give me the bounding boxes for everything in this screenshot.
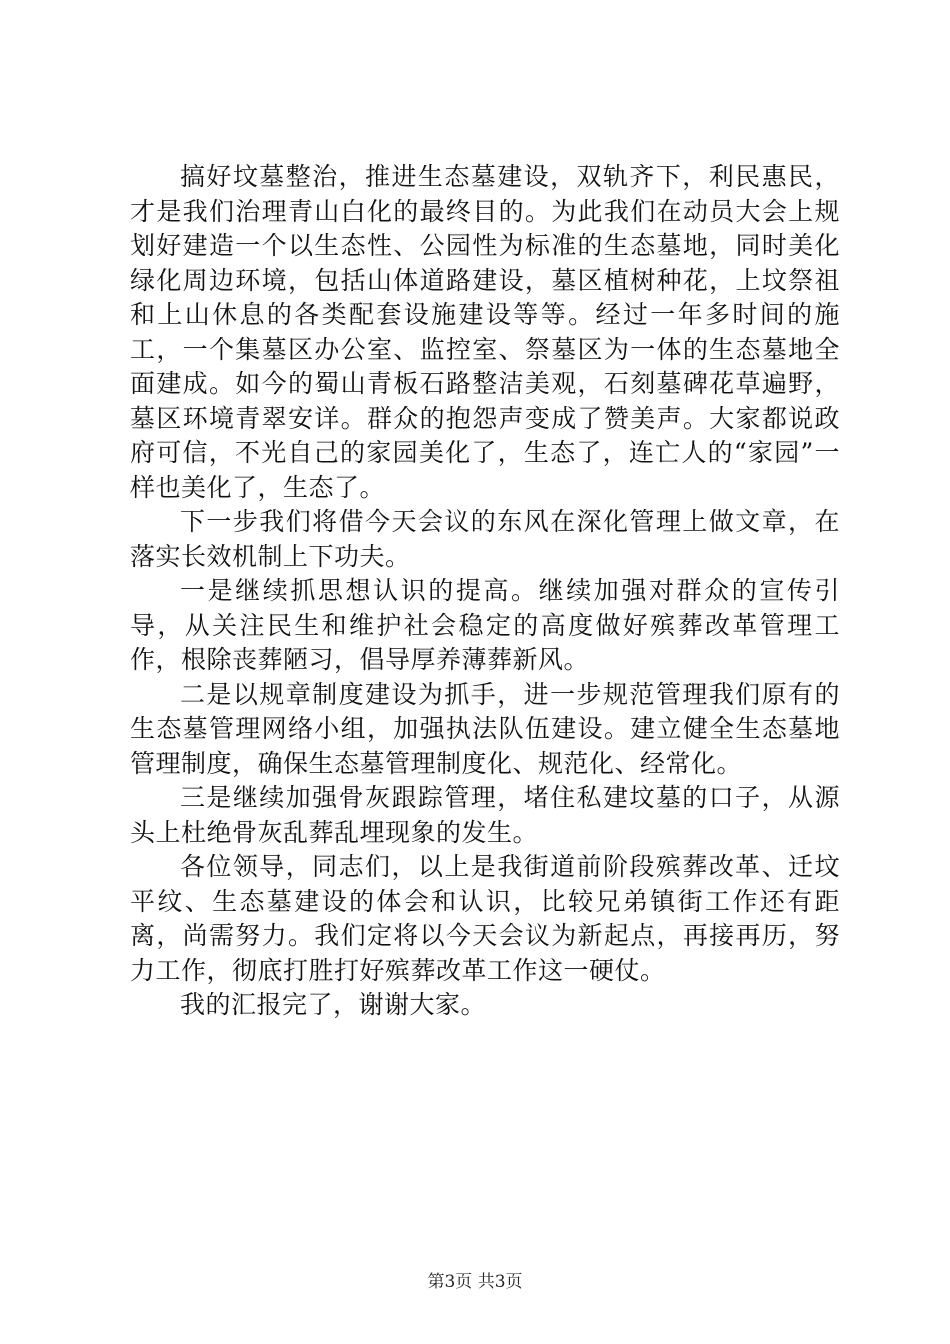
paragraph-point-one: 一是继续抓思想认识的提高。继续加强对群众的宣传引导，从关注民生和维护社会稳定的高度做好殡葬改革管理工作，根除丧葬陋习，倡导厚养薄葬新风。 — [130, 576, 840, 674]
paragraph-point-three: 三是继续加强骨灰跟踪管理，堵住私建坟墓的口子，从源头上杜绝骨灰乱葬乱埋现象的发生。 — [130, 783, 840, 847]
page-number-footer: 第3页 共3页 — [427, 1272, 523, 1292]
paragraph-eco-cemetery: 搞好坟墓整治，推进生态墓建设，双轨齐下，利民惠民，才是我们治理青山白化的最终目的。为此我们在动员大会上规划好建造一个以生态性、公园性为标准的生态墓地，同时美化绿化周边环境，包括山体道路建设，墓区植树种花，上坟祭祖和上山休息的各类配套设施建设等等。经过一年多时间的施工，一个集墓区办公室、监控室、祭墓区为一体的生态墓地全面建成。如今的蜀山青板石路整洁美观，石刻墓碑花草遍野，墓区环境青翠安详。群众的抱怨声变成了赞美声。大家都说政府可信，不光自己的家园美化了，生态了，连亡人的“家园”一样也美化了，生态了。 — [130, 162, 840, 502]
paragraph-point-two: 二是以规章制度建设为抓手，进一步规范管理我们原有的生态墓管理网络小组，加强执法队伍建设。建立健全生态墓地管理制度，确保生态墓管理制度化、规范化、经常化。 — [130, 679, 840, 778]
paragraph-closing: 我的汇报完了，谢谢大家。 — [180, 990, 487, 1019]
paragraph-conclusion: 各位领导，同志们，以上是我街道前阶段殡葬改革、迁坟平纹、生态墓建设的体会和认识，比较兄弟镇街工作还有距离，尚需努力。我们定将以今天会议为新起点，再接再历，努力工作，彻底打胜打好殡葬改革工作这一硬仗。 — [130, 852, 840, 985]
paragraph-next-steps: 下一步我们将借今天会议的东风在深化管理上做文章，在落实长效机制上下功夫。 — [130, 507, 840, 571]
document-body — [130, 160, 840, 1023]
